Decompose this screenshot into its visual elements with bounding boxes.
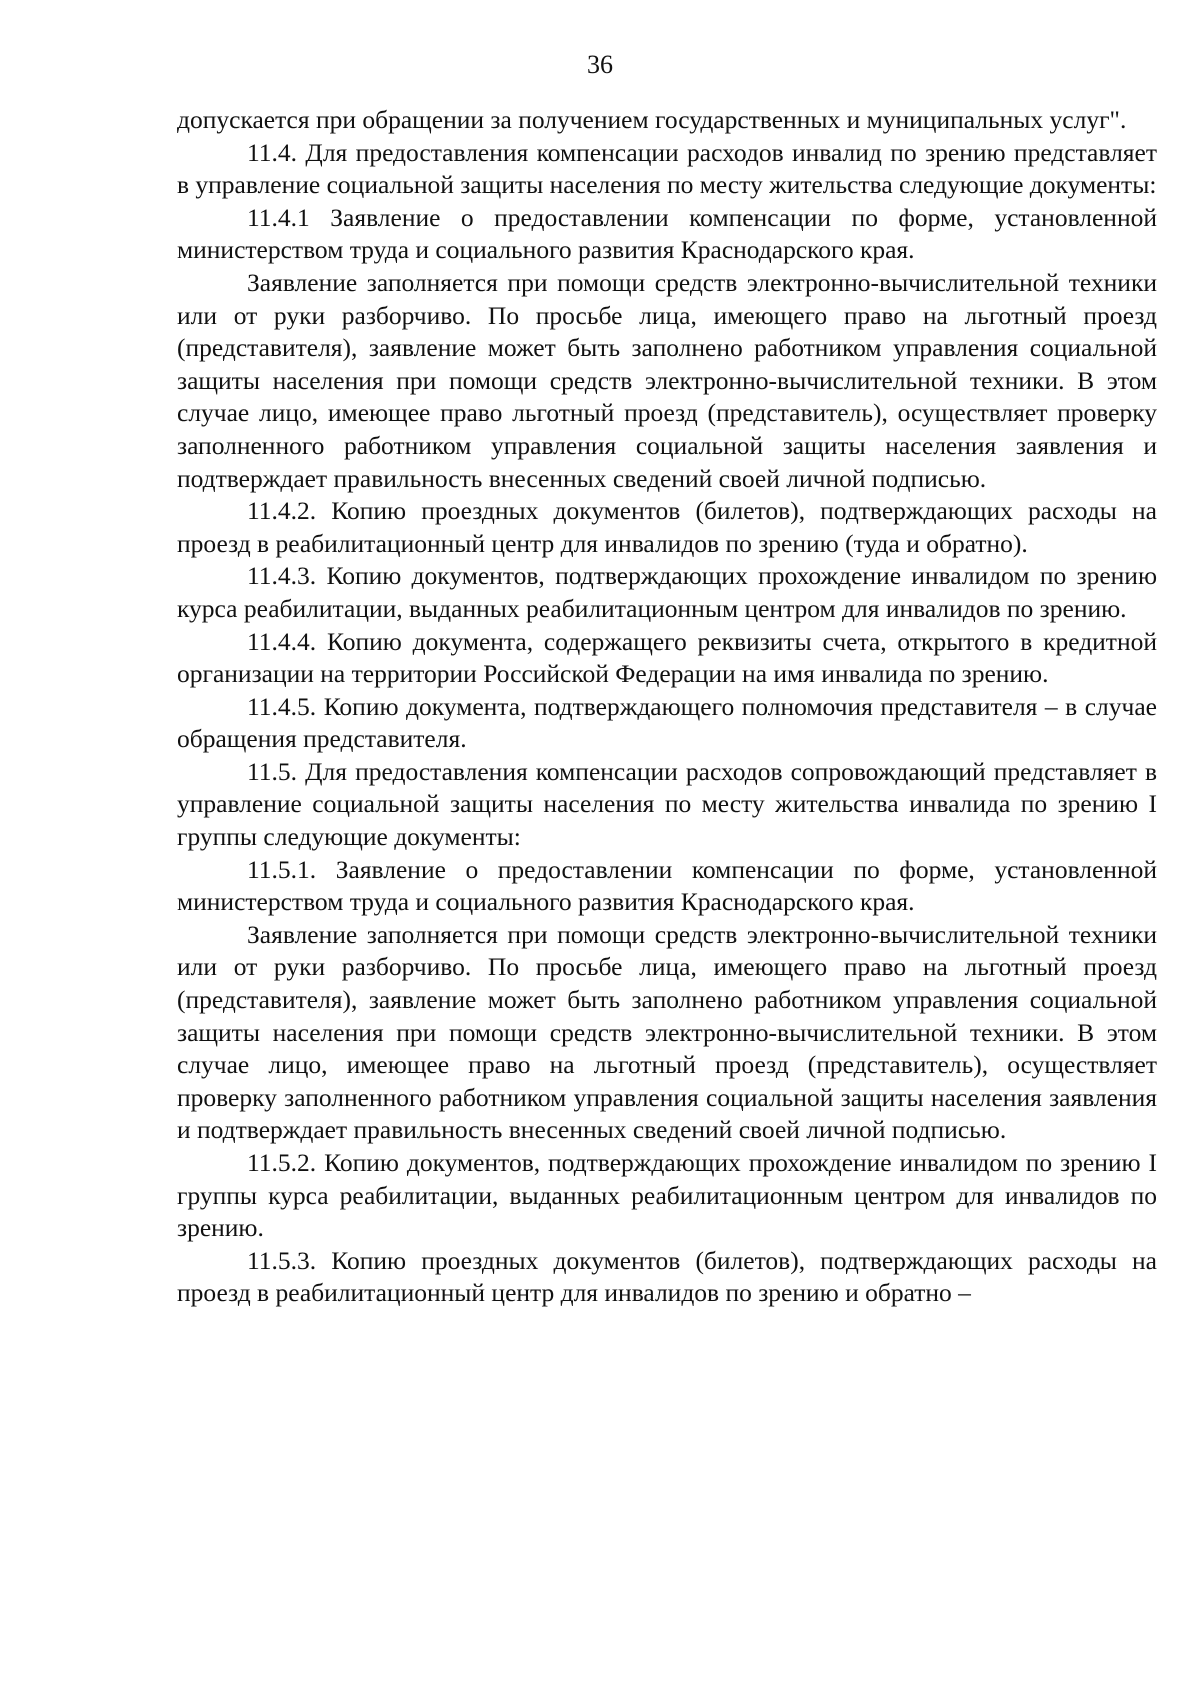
paragraph-11-4-2: 11.4.2. Копию проездных документов (билетов), подтверждающих расходы на проезд в реабилитационный центр для инвалидов по зрению (туда и обратно). — [177, 496, 1157, 558]
paragraph-11-5-1-note: Заявление заполняется при помощи средств электронно-вычислительной техники или от руки разборчиво. По просьбе лица, имеющего право на льготный проезд (представителя), заявление может быть заполнено работником управления социальной защиты населения при помощи средств электронно-вычислительной техники. В этом случае лицо, имеющее право на льготный проезд (представитель), осуществляет проверку заполненного работником управления социальной защиты населения заявления и подтверждает правильность внесенных сведений своей личной подписью. — [177, 919, 1157, 1145]
paragraph-11-5-1: 11.5.1. Заявление о предоставлении компенсации по форме, установленной министерством труда и социального развития Краснодарского края. — [177, 854, 1157, 917]
document-body — [177, 104, 1157, 1310]
paragraph-11-5-2: 11.5.2. Копию документов, подтверждающих прохождение инвалидом по зрению I группы курса реабилитации, выданных реабилитационным центром для инвалидов по зрению. — [177, 1148, 1157, 1243]
paragraph-11-5: 11.5. Для предоставления компенсации расходов сопровождающий представляет в управление социальной защиты населения по месту жительства инвалида по зрению I группы следующие документы: — [177, 756, 1157, 852]
paragraph-continuation: допускается при обращении за получением государственных и муниципальных услуг". — [177, 105, 1127, 134]
paragraph-11-4-4: 11.4.4. Копию документа, содержащего реквизиты счета, открытого в кредитной организации на территории Российской Федерации на имя инвалида по зрению. — [177, 626, 1157, 689]
paragraph-11-5-3: 11.5.3. Копию проездных документов (билетов), подтверждающих расходы на проезд в реабилитационный центр для инвалидов по зрению и обратно – — [177, 1245, 1157, 1308]
paragraph-11-4-1-note: Заявление заполняется при помощи средств электронно-вычислительной техники или от руки разборчиво. По просьбе лица, имеющего право на льготный проезд (представителя), заявление может быть заполнено работником управления социальной защиты населения при помощи средств электронно-вычислительной техники. В этом случае лицо, имеющее право льготный проезд (представитель), осуществляет проверку заполненного работником управления социальной защиты населения заявления и подтверждает правильность внесенных сведений своей личной подписью. — [177, 267, 1157, 493]
paragraph-11-4-5: 11.4.5. Копию документа, подтверждающего полномочия представителя – в случае обращения представителя. — [177, 691, 1157, 754]
paragraph-11-4: 11.4. Для предоставления компенсации расходов инвалид по зрению представляет в управление социальной защиты населения по месту жительства следующие документы: — [177, 137, 1157, 200]
paragraph-11-4-1: 11.4.1 Заявление о предоставлении компенсации по форме, установленной министерством труда и социального развития Краснодарского края. — [177, 202, 1157, 265]
page-number: 36 — [587, 50, 613, 79]
paragraph-11-4-3: 11.4.3. Копию документов, подтверждающих прохождение инвалидом по зрению курса реабилитации, выданных реабилитационным центром для инвалидов по зрению. — [177, 561, 1157, 623]
